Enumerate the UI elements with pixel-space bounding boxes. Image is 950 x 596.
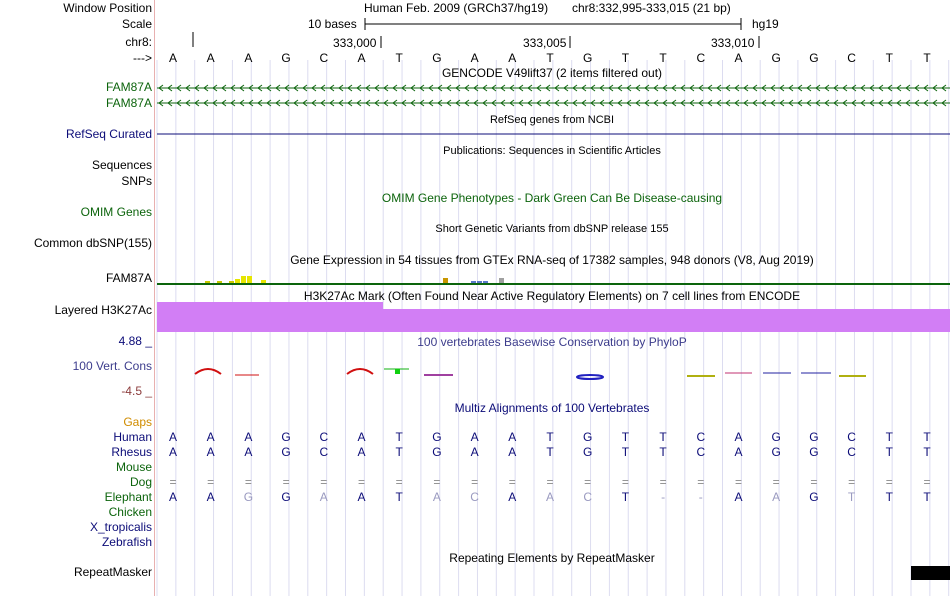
track-label[interactable]: Sequences: [91, 158, 152, 172]
dog-base: =: [244, 475, 252, 489]
publications-track-title[interactable]: Publications: Sequences in Scientific Articles: [443, 145, 661, 157]
rhesus-base: T: [923, 445, 931, 459]
track-label[interactable]: Dog: [129, 475, 152, 489]
rhesus-base: C: [847, 445, 856, 459]
phylop-conservation-mark: [195, 369, 221, 374]
reference-base: A: [168, 51, 177, 65]
scale-label: 10 bases: [308, 17, 357, 31]
reference-base: G: [771, 51, 781, 65]
gtex-tissue-bar: [241, 276, 246, 283]
gtex-tissue-bar: [235, 279, 240, 283]
refseq-track-title[interactable]: RefSeq genes from NCBI: [489, 114, 615, 126]
rhesus-base: A: [168, 445, 177, 459]
elephant-base: G: [243, 490, 254, 504]
reference-base: C: [319, 51, 329, 65]
dog-base: =: [772, 475, 780, 489]
gtex-tissue-bar: [471, 281, 476, 283]
dog-base: =: [810, 475, 818, 489]
scale-db-label: hg19: [752, 17, 779, 31]
omim-track-title[interactable]: OMIM Gene Phenotypes - Dark Green Can Be Disease-causing: [381, 191, 723, 205]
track-label[interactable]: Chicken: [108, 505, 152, 519]
track-label-sidebar: [0, 0, 154, 596]
track-label[interactable]: 100 Vert. Cons: [72, 359, 152, 373]
phylop-conservation-mark: [577, 375, 603, 379]
dog-base: =: [320, 475, 328, 489]
dbsnp-track-title[interactable]: Short Genetic Variants from dbSNP release 155: [435, 223, 669, 235]
reference-base: T: [395, 51, 403, 65]
elephant-base: T: [621, 490, 630, 504]
phylop-conservation-mark: [347, 369, 373, 374]
multiz-track-title[interactable]: Multiz Alignments of 100 Vertebrates: [454, 401, 650, 415]
track-label[interactable]: Rhesus: [111, 445, 152, 459]
rhesus-base: A: [206, 445, 215, 459]
rhesus-base: A: [470, 445, 479, 459]
ruler-tick-label: 333,010: [711, 36, 755, 50]
dog-base: =: [471, 475, 479, 489]
human-base: T: [621, 430, 630, 444]
track-label[interactable]: Common dbSNP(155): [33, 236, 152, 250]
track-label[interactable]: -4.5 _: [121, 384, 152, 398]
reference-base: A: [734, 51, 743, 65]
human-base: C: [696, 430, 706, 444]
rhesus-base: G: [432, 445, 442, 459]
gtex-tissue-bar: [499, 278, 504, 283]
dog-base: =: [508, 475, 516, 489]
human-base: A: [168, 430, 177, 444]
phylop-track-title[interactable]: 100 vertebrates Basewise Conservation by PhyloP: [417, 335, 687, 349]
track-label[interactable]: FAM87A: [105, 271, 152, 285]
elephant-base: -: [698, 490, 703, 504]
h3k27ac-signal: [157, 302, 383, 332]
rhesus-base: T: [621, 445, 630, 459]
track-label[interactable]: Mouse: [115, 460, 152, 474]
rhesus-base: C: [696, 445, 706, 459]
ruler-tick-label: 333,005: [523, 36, 567, 50]
human-base: G: [809, 430, 819, 444]
rhesus-base: G: [583, 445, 593, 459]
human-base: G: [432, 430, 442, 444]
window-position-readout: chr8:332,995-333,015 (21 bp): [572, 1, 731, 15]
rhesus-base: G: [771, 445, 781, 459]
track-label[interactable]: Gaps: [123, 415, 152, 429]
reference-base: A: [244, 51, 253, 65]
elephant-base: -: [661, 490, 666, 504]
h3k27ac-track-title[interactable]: H3K27Ac Mark (Often Found Near Active Regulatory Elements) on 7 cell lines from ENCODE: [303, 289, 801, 303]
dog-base: =: [584, 475, 592, 489]
reference-base: T: [546, 51, 554, 65]
dog-base: =: [697, 475, 705, 489]
reference-base: G: [432, 51, 442, 65]
track-label[interactable]: OMIM Genes: [80, 205, 152, 219]
dog-base: =: [659, 475, 667, 489]
elephant-base: A: [508, 490, 517, 504]
reference-base: G: [809, 51, 819, 65]
human-base: T: [885, 430, 893, 444]
human-base: C: [319, 430, 329, 444]
rhesus-base: G: [281, 445, 291, 459]
reference-base: T: [659, 51, 667, 65]
gtex-tissue-bar: [261, 280, 266, 283]
track-label[interactable]: FAM87A: [105, 80, 152, 94]
gtex-tissue-bar: [247, 276, 252, 283]
track-label[interactable]: 4.88 _: [118, 334, 152, 348]
elephant-base: A: [168, 490, 177, 504]
human-base: C: [847, 430, 856, 444]
gtex-tissue-bar: [477, 281, 482, 283]
track-label[interactable]: RefSeq Curated: [65, 127, 152, 141]
reference-base: A: [357, 51, 366, 65]
gtex-tissue-bar: [205, 281, 210, 283]
track-label[interactable]: Scale: [121, 17, 152, 31]
reference-base: A: [206, 51, 215, 65]
elephant-base: A: [357, 490, 366, 504]
gtex-tissue-bar: [483, 281, 488, 283]
dog-base: =: [207, 475, 215, 489]
track-label[interactable]: Elephant: [104, 490, 152, 504]
ruler-tick-label: 333,000: [333, 36, 377, 50]
gtex-track-title[interactable]: Gene Expression in 54 tissues from GTEx RNA-seq of 17382 samples, 948 donors (V8, Aug 2019): [290, 253, 814, 267]
elephant-base: A: [206, 490, 215, 504]
elephant-base: C: [583, 490, 593, 504]
dog-base: =: [395, 475, 403, 489]
human-base: T: [659, 430, 667, 444]
elephant-base: A: [432, 490, 441, 504]
reference-base: G: [281, 51, 291, 65]
reference-base: T: [923, 51, 931, 65]
repeatmasker-track-title[interactable]: Repeating Elements by RepeatMasker: [449, 551, 655, 565]
assembly-title: Human Feb. 2009 (GRCh37/hg19): [364, 1, 549, 15]
elephant-base: C: [470, 490, 479, 504]
rhesus-base: A: [734, 445, 743, 459]
rhesus-base: T: [885, 445, 893, 459]
rhesus-base: A: [357, 445, 366, 459]
reference-base: A: [508, 51, 517, 65]
human-base: A: [244, 430, 253, 444]
human-base: A: [508, 430, 517, 444]
elephant-base: T: [847, 490, 856, 504]
track-label[interactable]: Zebrafish: [101, 535, 152, 549]
track-label[interactable]: Window Position: [63, 1, 152, 15]
human-base: G: [583, 430, 593, 444]
reference-base: A: [470, 51, 479, 65]
human-base: A: [734, 430, 743, 444]
dog-base: =: [621, 475, 629, 489]
elephant-base: A: [545, 490, 554, 504]
dog-base: =: [923, 475, 931, 489]
track-label[interactable]: RepeatMasker: [73, 565, 152, 579]
phylop-conservation-mark: [395, 369, 400, 374]
elephant-base: A: [772, 490, 781, 504]
human-base: G: [281, 430, 291, 444]
elephant-base: A: [319, 490, 328, 504]
track-label[interactable]: chr8:: [125, 35, 152, 49]
gtex-tissue-bar: [217, 281, 222, 283]
human-base: A: [206, 430, 215, 444]
elephant-base: A: [734, 490, 743, 504]
dog-base: =: [433, 475, 441, 489]
dog-base: =: [885, 475, 893, 489]
rhesus-base: T: [659, 445, 667, 459]
genome-browser-image[interactable]: [155, 0, 950, 596]
elephant-base: T: [923, 490, 931, 504]
track-label[interactable]: SNPs: [121, 174, 152, 188]
rhesus-base: T: [546, 445, 554, 459]
rhesus-base: G: [809, 445, 819, 459]
elephant-base: T: [885, 490, 893, 504]
elephant-base: G: [809, 490, 819, 504]
human-base: T: [923, 430, 931, 444]
dog-base: =: [357, 475, 365, 489]
track-label[interactable]: Human: [113, 430, 152, 444]
reference-base: T: [621, 51, 630, 65]
dog-base: =: [169, 475, 177, 489]
rhesus-base: A: [244, 445, 253, 459]
track-label[interactable]: --->: [133, 51, 152, 65]
h3k27ac-signal: [383, 309, 950, 332]
rhesus-base: T: [395, 445, 403, 459]
human-base: T: [546, 430, 554, 444]
reference-base: T: [885, 51, 893, 65]
human-base: A: [357, 430, 366, 444]
gtex-tissue-bar: [229, 281, 234, 283]
elephant-base: T: [395, 490, 403, 504]
dog-base: =: [734, 475, 742, 489]
human-base: T: [395, 430, 403, 444]
repeatmasker-element: [911, 566, 950, 580]
rhesus-base: C: [319, 445, 329, 459]
gtex-tissue-bar: [443, 278, 448, 283]
elephant-base: G: [281, 490, 291, 504]
human-base: G: [771, 430, 781, 444]
rhesus-base: A: [508, 445, 517, 459]
human-base: A: [470, 430, 479, 444]
track-label[interactable]: FAM87A: [105, 96, 152, 110]
gencode-track-title[interactable]: GENCODE V49lift37 (2 items filtered out): [441, 66, 663, 80]
dog-base: =: [848, 475, 856, 489]
reference-base: G: [583, 51, 593, 65]
track-label[interactable]: Layered H3K27Ac: [54, 303, 152, 317]
reference-base: C: [847, 51, 856, 65]
dog-base: =: [546, 475, 554, 489]
dog-base: =: [282, 475, 290, 489]
track-label[interactable]: X_tropicalis: [89, 520, 152, 534]
reference-base: C: [696, 51, 706, 65]
